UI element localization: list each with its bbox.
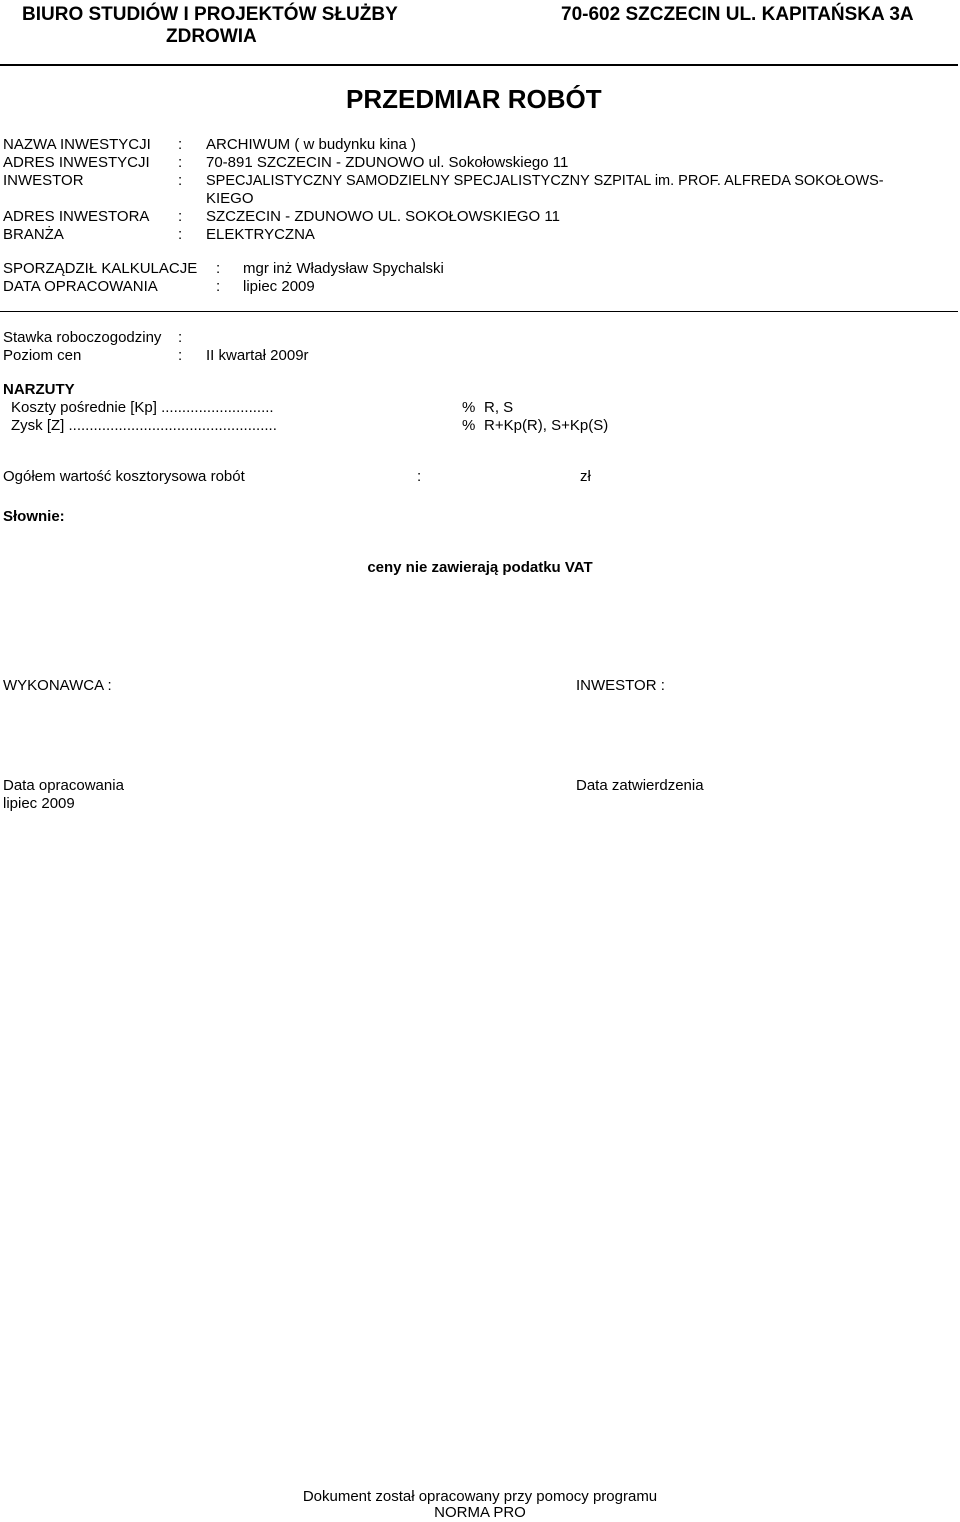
info-separator: : bbox=[178, 154, 183, 171]
info-separator: : bbox=[178, 136, 183, 153]
approval-date-label: Data zatwierdzenia bbox=[576, 777, 704, 794]
prepared-value: lipiec 2009 bbox=[243, 278, 315, 295]
rate-label: Stawka roboczogodziny bbox=[3, 329, 162, 346]
company-address: 70-602 SZCZECIN UL. KAPITAŃSKA 3A bbox=[561, 4, 914, 25]
prep-date-value: lipiec 2009 bbox=[3, 795, 75, 812]
info-separator: : bbox=[178, 208, 183, 225]
info-separator: : bbox=[178, 172, 183, 189]
info-label: NAZWA INWESTYCJI bbox=[3, 136, 151, 153]
prepared-separator: : bbox=[216, 278, 221, 295]
vat-note: ceny nie zawierają podatku VAT bbox=[367, 559, 593, 576]
header-divider bbox=[0, 64, 958, 66]
info-value-continued: KIEGO bbox=[206, 190, 254, 207]
info-value: 70-891 SZCZECIN - ZDUNOWO ul. Sokołowskiego 11 bbox=[206, 154, 569, 171]
company-name-line2: ZDROWIA bbox=[166, 26, 257, 47]
info-value: SZCZECIN - ZDUNOWO UL. SOKOŁOWSKIEGO 11 bbox=[206, 208, 560, 225]
narzut-basis: R+Kp(R), S+Kp(S) bbox=[484, 417, 609, 434]
contractor-label: WYKONAWCA : bbox=[3, 677, 112, 694]
total-unit: zł bbox=[580, 468, 591, 485]
info-label: INWESTOR bbox=[3, 172, 84, 189]
investor-label: INWESTOR : bbox=[576, 677, 665, 694]
narzut-percent: % bbox=[462, 417, 476, 434]
footer-line2: NORMA PRO bbox=[434, 1504, 526, 1521]
rate-separator: : bbox=[178, 347, 183, 364]
info-label: ADRES INWESTYCJI bbox=[3, 154, 150, 171]
total-label: Ogółem wartość kosztorysowa robót bbox=[3, 468, 245, 485]
prepared-value: mgr inż Władysław Spychalski bbox=[243, 260, 444, 277]
info-separator: : bbox=[178, 226, 183, 243]
narzut-percent: % bbox=[462, 399, 476, 416]
company-name-line1: BIURO STUDIÓW I PROJEKTÓW SŁUŻBY bbox=[22, 4, 398, 25]
info-label: ADRES INWESTORA bbox=[3, 208, 150, 225]
narzut-label: Koszty pośrednie [Kp] ........................... bbox=[11, 399, 274, 416]
document-title: PRZEDMIAR ROBÓT bbox=[346, 84, 602, 114]
rate-label: Poziom cen bbox=[3, 347, 82, 364]
rate-value: II kwartał 2009r bbox=[206, 347, 309, 364]
info-value: SPECJALISTYCZNY SAMODZIELNY SPECJALISTYCZNY SZPITAL im. PROF. ALFREDA SOKOŁOWS- bbox=[206, 173, 884, 189]
info-value: ELEKTRYCZNA bbox=[206, 226, 315, 243]
prepared-separator: : bbox=[216, 260, 221, 277]
narzut-basis: R, S bbox=[484, 399, 514, 416]
narzuty-heading: NARZUTY bbox=[3, 381, 75, 398]
section-divider bbox=[0, 311, 958, 312]
words-label: Słownie: bbox=[3, 508, 65, 525]
info-label: BRANŻA bbox=[3, 226, 64, 243]
narzut-label: Zysk [Z] .................................................. bbox=[11, 417, 277, 434]
total-separator: : bbox=[417, 468, 422, 485]
prep-date-label: Data opracowania bbox=[3, 777, 124, 794]
prepared-label: DATA OPRACOWANIA bbox=[3, 278, 158, 295]
footer-line1: Dokument został opracowany przy pomocy programu bbox=[302, 1488, 658, 1505]
rate-separator: : bbox=[178, 329, 183, 346]
prepared-label: SPORZĄDZIŁ KALKULACJE bbox=[3, 260, 198, 277]
info-value: ARCHIWUM ( w budynku kina ) bbox=[206, 136, 417, 153]
